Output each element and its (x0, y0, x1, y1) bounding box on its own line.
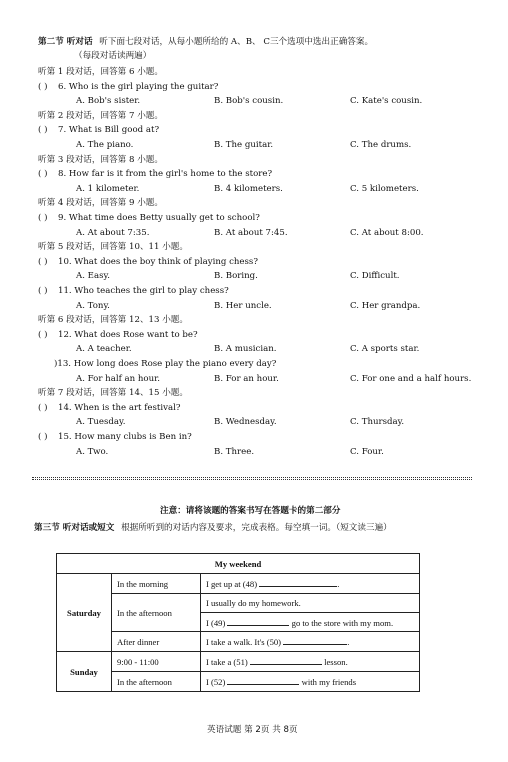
question-text: )13. How long does Rose play the piano every day? (54, 359, 277, 369)
option-a: A. For half an hour. (76, 373, 161, 384)
dialogue-intro: 听第 7 段对话，回答第 14、15 小题。 (38, 388, 188, 399)
answer-blank (227, 617, 289, 626)
option-c: C. The drums. (350, 140, 412, 150)
question-stem (38, 83, 218, 92)
question-text: 9. What time does Betty usually get to school? (58, 213, 260, 223)
option-b: B. Three. (214, 446, 255, 457)
table-time-cell: In the morning (112, 574, 201, 594)
table-content-cell (201, 672, 420, 692)
weekend-table (56, 553, 420, 692)
option-a: A. A teacher. (76, 344, 132, 355)
cell-text: with my friends (301, 677, 357, 687)
dialogue-intro: 听第 4 段对话，回答第 9 小题。 (38, 198, 163, 209)
answer-bracket[interactable]: ( ) (38, 213, 48, 223)
cell-text: . (337, 579, 340, 589)
answer-bracket[interactable]: ( ) (38, 286, 48, 296)
section2-header (38, 38, 373, 47)
question-stem (38, 331, 198, 340)
table-content-cell (201, 632, 420, 652)
question-text: 15. How many clubs is Ben in? (58, 432, 192, 442)
option-a: A. Tony. (76, 300, 110, 311)
question-stem (38, 214, 260, 223)
divider (32, 479, 472, 480)
option-a: A. At about 7:35. (76, 227, 150, 238)
question-stem (54, 360, 276, 369)
option-a: A. Bob's sister. (76, 96, 141, 107)
question-text: 14. When is the art festival? (58, 402, 181, 413)
option-c: C. At about 8:00. (350, 227, 424, 238)
section2-note: （每段对话读两遍） (74, 51, 152, 61)
option-a: A. 1 kilometer. (76, 183, 140, 194)
option-a: A. The piano. (76, 140, 134, 150)
section3-heading: 第三节 听对话或短文 (34, 523, 115, 533)
answer-notice: 注意：请将该题的答案书写在答题卡的第二部分 (160, 506, 341, 516)
question-text: 6. Who is the girl playing the guitar? (58, 81, 219, 92)
cell-text: I take a walk. It's (50) (206, 637, 282, 647)
question-stem (38, 433, 192, 442)
option-a: A. Tuesday. (76, 417, 126, 428)
answer-blank (259, 578, 340, 589)
page-footer: 英语试题 第 2页 共 8页 (207, 725, 298, 735)
table-time-cell: In the afternoon (112, 594, 201, 632)
question-text: 11. Who teaches the girl to play chess? (58, 286, 229, 296)
section2-heading: 第二节 听对话 (38, 37, 93, 47)
option-a: A. Easy. (76, 271, 110, 282)
option-c: C. Her grandpa. (350, 300, 421, 311)
question-text: 10. What does the boy think of playing chess? (58, 256, 258, 267)
cell-text: I (52) (206, 677, 226, 687)
sunday-label: Sunday (57, 652, 112, 692)
option-b: B. The guitar. (214, 140, 274, 150)
option-b: B. 4 kilometers. (214, 183, 283, 194)
cell-text: go to the store with my mom. (291, 617, 394, 628)
dialogue-intro: 听第 5 段对话，回答第 10、11 小题。 (38, 242, 188, 253)
table-time-cell: 9:00 - 11:00 (112, 652, 201, 672)
question-stem (38, 126, 159, 135)
option-c: C. Thursday. (350, 417, 405, 428)
option-b: B. At about 7:45. (214, 227, 288, 238)
option-c: C. Difficult. (350, 271, 400, 282)
option-c: C. For one and a half hours. (350, 373, 472, 384)
table-title: My weekend (57, 554, 420, 574)
option-b: B. Boring. (214, 271, 258, 282)
table-time-cell: In the afternoon (112, 672, 201, 692)
question-text: 12. What does Rose want to be? (58, 329, 198, 340)
answer-bracket[interactable]: ( ) (38, 402, 48, 413)
option-c: C. Four. (350, 446, 384, 457)
option-b: B. Her uncle. (214, 300, 272, 311)
answer-bracket[interactable]: ( ) (38, 81, 48, 92)
option-a: A. Two. (76, 446, 109, 457)
dialogue-intro: 听第 6 段对话，回答第 12、13 小题。 (38, 315, 188, 326)
answer-blank (283, 636, 350, 647)
answer-blank (227, 676, 299, 685)
answer-bracket[interactable]: ( ) (38, 329, 48, 340)
cell-text: I take a (51) (206, 657, 248, 667)
question-stem (38, 287, 229, 296)
table-content-cell (201, 652, 420, 672)
question-text: 7. What is Bill good at? (58, 125, 160, 136)
option-c: C. A sports star. (350, 344, 420, 355)
answer-bracket[interactable]: ( ) (38, 256, 48, 267)
question-stem (38, 170, 272, 179)
question-text: 8. How far is it from the girl's home to the store? (58, 169, 273, 180)
option-c: C. 5 kilometers. (350, 183, 419, 194)
saturday-label: Saturday (57, 574, 112, 652)
dialogue-intro: 听第 2 段对话，回答第 7 小题。 (38, 110, 163, 121)
cell-text: . (347, 637, 350, 647)
dialogue-intro: 听第 3 段对话，回答第 8 小题。 (38, 154, 163, 165)
option-b: B. Bob's cousin. (214, 96, 284, 107)
answer-bracket[interactable]: ( ) (38, 432, 48, 442)
answer-bracket[interactable]: ( ) (38, 169, 48, 180)
answer-blank (250, 656, 322, 665)
option-c: C. Kate's cousin. (350, 96, 423, 107)
answer-bracket[interactable]: ( ) (38, 125, 48, 136)
section2-instruction: 听下面七段对话，从每小题所给的 A、B、 C三个选项中选出正确答案。 (99, 37, 374, 47)
table-content-cell (201, 613, 420, 632)
table-time-cell: After dinner (112, 632, 201, 652)
cell-text: I (49) (206, 617, 226, 628)
dialogue-intro: 听第 1 段对话，回答第 6 小题。 (38, 67, 163, 77)
cell-text: I get up at (48) (206, 579, 258, 589)
option-b: B. Wednesday. (214, 417, 277, 428)
cell-text: lesson. (324, 657, 348, 667)
section3-header (34, 524, 392, 533)
question-stem (38, 258, 258, 267)
option-b: B. A musician. (214, 344, 277, 355)
question-stem (38, 404, 180, 413)
table-content-cell: I usually do my homework. (201, 594, 420, 613)
table-content-cell (201, 574, 420, 594)
divider (32, 477, 472, 478)
option-b: B. For an hour. (214, 373, 279, 384)
section3-instruction: 根据所听到的对话内容及要求，完成表格。每空填一词。（短文读三遍） (121, 523, 392, 533)
